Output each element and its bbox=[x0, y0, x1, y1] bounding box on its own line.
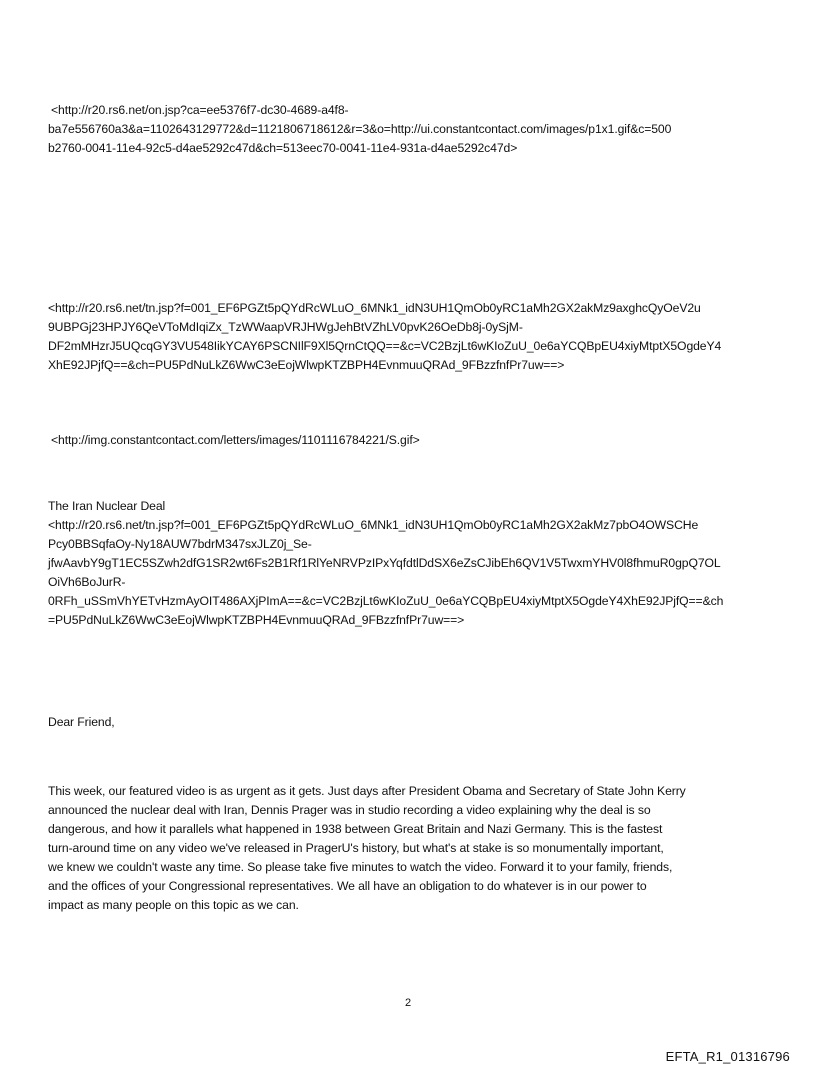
article-link-line[interactable]: OiVh6BoJurR- bbox=[48, 575, 126, 589]
tracking-link-line[interactable]: ba7e556760a3&a=1102643129772&d=1121806718612&r=3&o=http://ui.constantcontact.com/images/p1x1.gif&c=500 bbox=[48, 122, 672, 136]
body-text-line: This week, our featured video is as urgent as it gets. Just days after President Obama and Secretary of State John Kerry bbox=[48, 784, 686, 798]
article-link-line[interactable]: 0RFh_uSSmVhYETvHzmAyOIT486AXjPImA==&c=VC2BzjLt6wKIoZuU_0e6aYCQBpEU4xiyMtptX5OgdeY4XhE92JPjfQ==&ch bbox=[48, 594, 724, 608]
page-number: 2 bbox=[404, 997, 412, 1009]
body-text-line: dangerous, and how it parallels what happened in 1938 between Great Britain and Nazi Germany. This is the fastest bbox=[48, 822, 663, 836]
section-title: The Iran Nuclear Deal bbox=[48, 499, 166, 513]
article-link-line[interactable]: jfwAavbY9gT1EC5SZwh2dfG1SR2wt6Fs2B1Rf1RlYeNRVPzIPxYqfdtlDdSX6eZsCJibEh6QV1V5TwxmYHV0l8fhmuR0gpQ7OL bbox=[48, 556, 721, 570]
article-link-line[interactable]: =PU5PdNuLkZ6WwC3eEojWlwpKTZBPH4EvnmuuQRAd_9FBzzfnfPr7uw==> bbox=[48, 613, 465, 627]
body-text-line: impact as many people on this topic as we can. bbox=[48, 898, 299, 912]
image-link[interactable]: <http://img.constantcontact.com/letters/images/1101116784221/S.gif> bbox=[51, 433, 420, 447]
body-text-line: turn-around time on any video we've released in PragerU's history, but what's at stake is so monumentally important, bbox=[48, 841, 664, 855]
body-text-line: and the offices of your Congressional representatives. We all have an obligation to do whatever is in our power to bbox=[48, 879, 647, 893]
tracking-link-line[interactable]: <http://r20.rs6.net/tn.jsp?f=001_EF6PGZt5pQYdRcWLuO_6MNk1_idN3UH1QmOb0yRC1aMh2GX2akMz9axghcQyOeV2u bbox=[48, 301, 701, 315]
document-id: EFTA_R1_01316796 bbox=[665, 1049, 790, 1064]
tracking-link-line[interactable]: b2760-0041-11e4-92c5-d4ae5292c47d&ch=513eec70-0041-11e4-931a-d4ae5292c47d> bbox=[48, 141, 518, 155]
body-text-line: we knew we couldn't waste any time. So please take five minutes to watch the video. Forward it to your family, friends, bbox=[48, 860, 673, 874]
article-link-line[interactable]: <http://r20.rs6.net/tn.jsp?f=001_EF6PGZt5pQYdRcWLuO_6MNk1_idN3UH1QmOb0yRC1aMh2GX2akMz7pbO4OWSCHe bbox=[48, 518, 699, 532]
salutation: Dear Friend, bbox=[48, 715, 115, 729]
tracking-link-line[interactable]: DF2mMHzrJ5UQcqGY3VU548IikYCAY6PSCNIlF9Xl5QrnCtQQ==&c=VC2BzjLt6wKIoZuU_0e6aYCQBpEU4xiyMtptX5OgdeY4 bbox=[48, 339, 722, 353]
tracking-link-line[interactable]: XhE92JPjfQ==&ch=PU5PdNuLkZ6WwC3eEojWlwpKTZBPH4EvnmuuQRAd_9FBzzfnfPr7uw==> bbox=[48, 358, 565, 372]
article-link-line[interactable]: Pcy0BBSqfaOy-Ny18AUW7bdrM347sxJLZ0j_Se- bbox=[48, 537, 312, 551]
tracking-link-line[interactable]: <http://r20.rs6.net/on.jsp?ca=ee5376f7-dc30-4689-a4f8- bbox=[51, 103, 349, 117]
body-text-line: announced the nuclear deal with Iran, Dennis Prager was in studio recording a video explaining why the deal is so bbox=[48, 803, 651, 817]
tracking-link-line[interactable]: 9UBPGj23HPJY6QeVToMdIqiZx_TzWWaapVRJHWgJehBtVZhLV0pvK26OeDb8j-0ySjM- bbox=[48, 320, 523, 334]
